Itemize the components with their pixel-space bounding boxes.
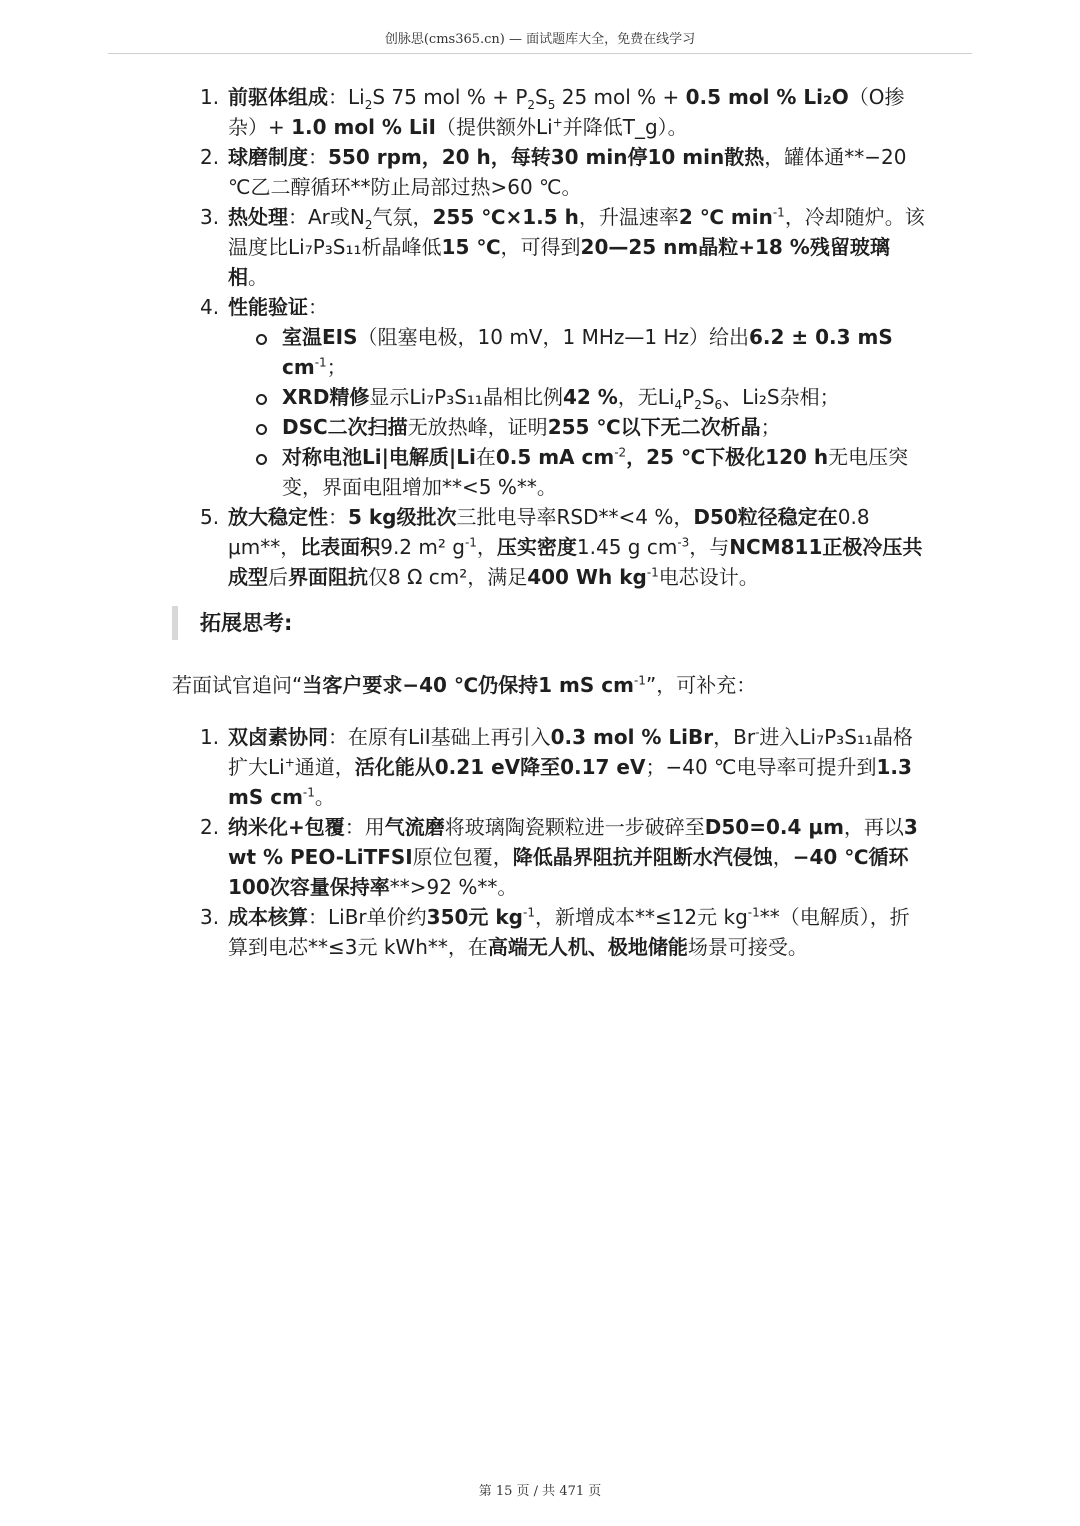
item-label: 热处理: [228, 205, 288, 229]
item-text: 1.45 g cm: [576, 535, 678, 559]
item-text: 原位包覆，: [412, 845, 513, 869]
item-text: ，: [772, 845, 793, 869]
list-item: [0, 142, 928, 202]
item-label: 前驱体组成: [228, 85, 328, 109]
item-emphasis: 降低晶界阻抗并阻断水汽侵蚀: [512, 845, 773, 869]
list-item: [0, 502, 928, 592]
list-item: [0, 382, 928, 412]
item-emphasis: NCM811正极冷压共成型: [228, 535, 923, 589]
list-item: [0, 812, 928, 902]
superscript: -1: [314, 355, 327, 370]
item-text: ，Br: [713, 725, 756, 749]
item-emphasis: ，25 ℃下极化120 h: [626, 445, 829, 469]
item-text: ，可得到: [500, 235, 581, 259]
para-text: 若面试官追问“: [172, 673, 303, 697]
item-emphasis: XRD精修: [282, 385, 370, 409]
item-label: 双卤素协同: [228, 725, 328, 749]
item-text: 无放热峰，证明: [407, 415, 548, 439]
item-text: 气氛，: [372, 205, 433, 229]
item-text: ；−40 ℃电导率可提升到: [645, 755, 877, 779]
bullet-icon: [256, 334, 267, 345]
list-item: [0, 82, 928, 142]
item-emphasis: D50粒径稳定在: [693, 505, 838, 529]
item-text: Li: [348, 85, 365, 109]
item-text: S 75 mol % + P: [372, 85, 528, 109]
item-emphasis: 1.0 mol % LiI: [291, 115, 436, 139]
superscript: -2: [614, 445, 627, 460]
superscript: -1: [464, 535, 477, 550]
item-text: 通道，: [294, 755, 355, 779]
process-steps-list: [0, 82, 1080, 322]
ideas-list: [0, 722, 1080, 962]
superscript: -1: [747, 905, 760, 920]
item-number: 4.: [200, 295, 220, 319]
item-text: （提供额外Li: [435, 115, 553, 139]
item-emphasis: 0.5 mol % Li₂O: [685, 85, 849, 109]
item-text: S: [535, 85, 548, 109]
item-emphasis: D50=0.4 μm: [704, 815, 844, 839]
item-emphasis: 2 ℃ min: [678, 205, 773, 229]
para-text: ”，可补充：: [645, 673, 757, 697]
item-text: （阻塞电极，10 mV，1 MHz—1 Hz）给出: [357, 325, 749, 349]
item-text: 显示Li₇P₃S₁₁晶相比例: [369, 385, 563, 409]
item-text: 进入Li₇P₃S₁₁晶格扩大Li: [228, 725, 913, 779]
item-number: 2.: [200, 145, 220, 169]
subscript: 2: [364, 218, 373, 232]
item-text: **>92 %**。: [389, 875, 518, 899]
item-label: 成本核算: [228, 905, 308, 929]
item-emphasis: 0.3 mol % LiBr: [550, 725, 714, 749]
item-text: ，与: [689, 535, 730, 559]
item-number: 3.: [200, 205, 220, 229]
list-item: [0, 322, 928, 382]
list-item: [0, 902, 928, 962]
item-text: **（电解质），折算到电芯**≤3元 kWh**，在: [228, 905, 910, 959]
item-text: ，再以: [843, 815, 904, 839]
list-item: [0, 292, 928, 322]
superscript: +: [284, 755, 295, 770]
item-label: 球磨制度: [228, 145, 308, 169]
process-steps-list-cont: [0, 502, 1080, 592]
bullet-icon: [256, 424, 267, 435]
superscript: -1: [633, 673, 646, 688]
item-emphasis: 高端无人机、极地储能: [487, 935, 688, 959]
item-label: 放大稳定性: [228, 505, 328, 529]
item-text: ，无Li: [617, 385, 675, 409]
item-text: LiBr单价约: [328, 905, 427, 929]
item-emphasis: 3 wt % PEO-LiTFSI: [228, 815, 918, 869]
item-emphasis: 400 Wh kg: [527, 565, 647, 589]
item-text: 在原有LiI基础上再引入: [348, 725, 551, 749]
item-emphasis: −40 ℃循环100次容量保持率: [228, 845, 909, 899]
item-emphasis: DSC二次扫描: [282, 415, 408, 439]
item-emphasis: 6.2 ± 0.3 mS cm: [282, 325, 893, 379]
item-text: 后: [268, 565, 288, 589]
list-item: [0, 722, 928, 812]
item-label: 纳米化+包覆: [228, 815, 345, 839]
item-number: 2.: [200, 815, 220, 839]
item-emphasis: 气流磨: [384, 815, 445, 839]
label-separator: ：: [308, 905, 328, 929]
item-emphasis: 255 ℃×1.5 h: [432, 205, 579, 229]
item-emphasis: 42 %: [562, 385, 618, 409]
item-text: ，: [476, 535, 497, 559]
bullet-icon: [256, 394, 267, 405]
ideas-content: [0, 722, 1080, 962]
list-item: [0, 442, 928, 502]
item-emphasis: 室温EIS: [282, 325, 358, 349]
item-emphasis: 对称电池Li|电解质|Li: [282, 445, 476, 469]
item-emphasis: 界面阻抗: [288, 565, 368, 589]
item-text: 无电压突变，界面电阻增加**<5 %**。: [282, 445, 909, 499]
item-text: 。: [248, 265, 268, 289]
item-text: 、Li₂S杂相；: [722, 385, 840, 409]
item-emphasis: 5 kg级批次: [348, 505, 457, 529]
item-text: 并降低T_g）。: [562, 115, 688, 139]
item-text: 在: [475, 445, 496, 469]
superscript: -1: [302, 785, 315, 800]
label-separator: ：: [328, 725, 348, 749]
item-text: Ar或N: [308, 205, 365, 229]
section-heading: 拓展思考:: [172, 606, 292, 640]
item-text: 25 mol % +: [555, 85, 686, 109]
subscript: 6: [714, 398, 723, 412]
page-header: 创脉思(cms365.cn) — 面试题库大全，免费在线学习: [384, 32, 696, 47]
superscript: +: [552, 115, 563, 130]
item-emphasis: 1.3 mS cm: [228, 755, 912, 809]
superscript: -1: [522, 905, 535, 920]
item-text: ，冷却随炉。该温度比Li₇P₃S₁₁析晶峰低: [228, 205, 925, 259]
item-emphasis: 比表面积: [300, 535, 381, 559]
item-text: ，罐体通**−20 ℃乙二醇循环**防止局部过热>60 ℃。: [228, 145, 907, 199]
superscript: -1: [772, 205, 785, 220]
item-text: ；: [326, 355, 347, 379]
superscript: -1: [646, 565, 659, 580]
item-emphasis: 活化能从0.21 eV降至0.17 eV: [354, 755, 646, 779]
subscript: 2: [694, 398, 702, 412]
superscript: -: [755, 725, 760, 740]
list-item: [0, 412, 928, 442]
label-separator: ：: [308, 145, 328, 169]
item-emphasis: 15 ℃: [441, 235, 501, 259]
subscript: 2: [527, 98, 536, 112]
item-text: 用: [364, 815, 385, 839]
superscript: -3: [677, 535, 690, 550]
item-text: 场景可接受。: [687, 935, 808, 959]
item-text: 。: [314, 785, 335, 809]
item-text: ，升温速率: [578, 205, 679, 229]
label-separator: ：: [328, 505, 348, 529]
label-separator: ：: [288, 205, 308, 229]
item-text: 将玻璃陶瓷颗粒进一步破碎至: [444, 815, 705, 839]
page-footer: 第 15 页 / 共 471 页: [478, 1484, 602, 1499]
item-text: ，新增成本**≤12元 kg: [534, 905, 748, 929]
item-number: 3.: [200, 905, 220, 929]
item-emphasis: 255 ℃以下无二次析晶: [547, 415, 761, 439]
list-item: [0, 202, 928, 292]
item-text: 仅8 Ω cm²，满足: [368, 565, 528, 589]
bullet-icon: [256, 454, 267, 465]
label-separator: ：: [308, 295, 328, 319]
item-label: 性能验证: [228, 295, 308, 319]
validation-list: [0, 322, 1080, 502]
header-divider: [108, 53, 972, 54]
item-text: ；: [760, 415, 781, 439]
para-emphasis: 当客户要求−40 ℃仍保持1 mS cm: [302, 673, 634, 697]
item-emphasis: 0.5 mA cm: [495, 445, 615, 469]
label-separator: ：: [344, 815, 365, 839]
item-text: 三批电导率RSD**<4 %，: [456, 505, 694, 529]
item-emphasis: 350元 kg: [426, 905, 523, 929]
item-text: 电芯设计。: [658, 565, 759, 589]
item-number: 1.: [200, 85, 220, 109]
item-text: P: [682, 385, 695, 409]
item-emphasis: 20—25 nm晶粒+18 %残留玻璃相: [228, 235, 890, 289]
item-text: 0.8 μm**，: [228, 505, 870, 559]
item-text: S: [701, 385, 715, 409]
item-emphasis: 550 rpm，20 h，每转30 min停10 min散热: [328, 145, 765, 169]
label-separator: ：: [328, 85, 348, 109]
subscript: 5: [547, 98, 556, 112]
item-text: （O掺杂）+: [228, 85, 905, 139]
item-number: 5.: [200, 505, 220, 529]
subscript: 2: [364, 98, 373, 112]
item-text: 9.2 m² g: [380, 535, 465, 559]
main-content: [0, 82, 1080, 592]
item-number: 1.: [200, 725, 220, 749]
followup-paragraph: [172, 670, 756, 700]
subscript: 4: [674, 398, 683, 412]
item-emphasis: 压实密度: [496, 535, 577, 559]
